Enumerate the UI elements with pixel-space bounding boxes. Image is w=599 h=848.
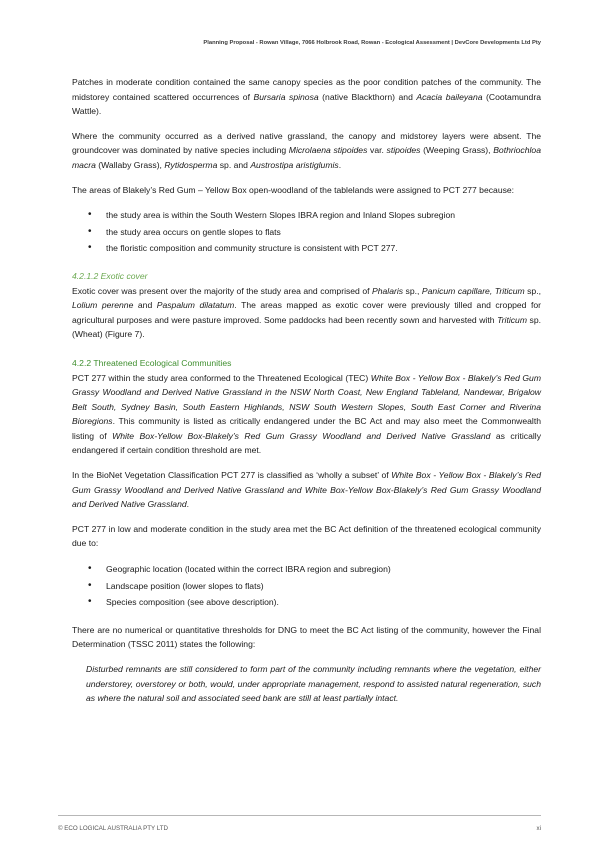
paragraph — [72, 623, 541, 652]
list-item: • the study area occurs on gentle slopes to flats — [88, 224, 541, 241]
list-item: • Landscape position (lower slopes to flats) — [88, 578, 541, 595]
page-number: xi — [536, 825, 541, 832]
text-run: . This community is listed as critically endangered under the BC Act and may also meet the Commonwealth listing of — [72, 416, 541, 441]
italic-text-run: Triticum — [497, 314, 527, 325]
list-item: • Geographic location (located within the correct IBRA region and subregion) — [88, 561, 541, 578]
italic-text-run: Rytidosperma — [164, 159, 218, 170]
italic-text-run: Bursaria spinosa — [253, 91, 319, 102]
italic-text-run: White Box - Yellow Box - Blakely’s Red Gum Grassy Woodland and Derived Native Grassland in the NSW North Coast, New England Tableland, Nandewar, Brigalow Belt South, Sydney Basin, South Eastern Highlands, NSW South Western Slopes, South East Corner and Riverina Bioregions — [72, 372, 541, 427]
italic-text-run: Phalaris — [372, 285, 404, 296]
section-heading-exotic-cover: 4.2.1.2 Exotic cover — [72, 270, 148, 281]
text-run: In the BioNet Vegetation Classification PCT 277 is classified as ‘wholly a subset’ of — [72, 470, 392, 481]
paragraph — [72, 129, 541, 173]
paragraph — [72, 284, 541, 342]
text-run: . — [186, 499, 190, 510]
text-run: sp., — [524, 285, 541, 296]
body-text — [72, 75, 541, 706]
paragraph — [72, 522, 541, 551]
text-run: . — [338, 159, 342, 170]
italic-text-run: Paspalum dilatatum — [156, 300, 235, 311]
text-run: sp., — [403, 285, 422, 296]
text-run: (native Blackthorn) and — [318, 91, 417, 102]
text-run: The areas of Blakely’s Red Gum – Yellow Box open-woodland of the tablelands were assigned to PCT 277 because: — [72, 184, 515, 195]
bullet-list — [72, 207, 541, 257]
list-item: • the floristic composition and community structure is consistent with PCT 277. — [88, 240, 541, 257]
italic-text-run: White Box-Yellow Box-Blakely’s Red Gum Grassy Woodland and Derived Native Grassland — [112, 430, 491, 441]
paragraph — [72, 75, 541, 119]
text-run: Patches in moderate condition contained the same canopy species as the poor condition patches of the community. The midstorey contained scattered occurrences of — [72, 77, 541, 102]
paragraph — [72, 468, 541, 512]
block-quote: Disturbed remnants are still considered to form part of the community including remnants where the vegetation, either understorey, overstorey or both, would, under appropriate management, respond to assisted natural regeneration, such as where the natural soil and associated seed bank are still at least partially intact. — [86, 664, 541, 704]
paragraph — [72, 183, 541, 198]
text-run: . The areas mapped as exotic cover were previously tilled and cropped for agricultural purposes and were pasture improved. Some paddocks had been recently sown and harvested with — [72, 300, 541, 325]
text-run: Exotic cover was present over the majority of the study area and comprised of — [72, 285, 372, 296]
text-run: PCT 277 in low and moderate condition in the study area met the BC Act definition of the threatened ecological community due to: — [72, 523, 541, 549]
text-run: (Wallaby Grass), — [95, 159, 165, 170]
text-run: (Weeping Grass), — [420, 145, 494, 156]
section-heading-tec: 4.2.2 Threatened Ecological Communities — [72, 357, 232, 368]
italic-text-run: Lolium perenne — [72, 300, 134, 311]
italic-text-run: Microlaena stipoides — [288, 145, 368, 156]
italic-text-run: Bothriochloa macra — [72, 145, 541, 170]
text-run: and — [133, 300, 157, 311]
italic-text-run: Acacia baileyana — [416, 91, 483, 102]
list-item: • Species composition (see above description). — [88, 594, 541, 611]
text-run: PCT 277 within the study area conformed to the Threatened Ecological (TEC) — [72, 372, 371, 383]
list-item: • the study area is within the South Western Slopes IBRA region and Inland Slopes subregion — [88, 207, 541, 224]
text-run: (Cootamundra Wattle). — [72, 91, 541, 117]
text-run: var. — [367, 145, 387, 156]
running-header: Planning Proposal - Rowan Village, 7066 Holbrook Road, Rowan - Ecological Assessment | DevCore Developments Ltd Pty — [203, 40, 541, 46]
footer-divider — [58, 815, 541, 816]
italic-text-run: Panicum capillare, Triticum — [421, 285, 525, 296]
bullet-list — [72, 561, 541, 611]
text-run: There are no numerical or quantitative thresholds for DNG to meet the BC Act listing of the community, however the Final Determination (TSSC 2011) states the following: — [72, 624, 541, 650]
italic-text-run: White Box - Yellow Box - Blakely’s Red Gum Grassy Woodland and Derived Native Grassland and White Box-Yellow Box-Blakely’s Red Gum Grassy Woodland and Derived Native Grassland — [72, 470, 541, 510]
text-run: sp. (Wheat) (Figure 7). — [72, 314, 541, 340]
text-run: sp. and — [217, 159, 251, 170]
paragraph — [72, 371, 541, 459]
text-run: Where the community occurred as a derived native grassland, the canopy and midstorey layers were absent. The groundcover was dominated by native species including — [72, 130, 541, 156]
text-run: as critically endangered if certain condition threshold are met. — [72, 430, 541, 456]
footer-copyright: © ECO LOGICAL AUSTRALIA PTY LTD — [58, 825, 169, 832]
italic-text-run: stipoides — [386, 145, 421, 156]
italic-text-run: Austrostipa aristiglumis — [250, 159, 339, 170]
